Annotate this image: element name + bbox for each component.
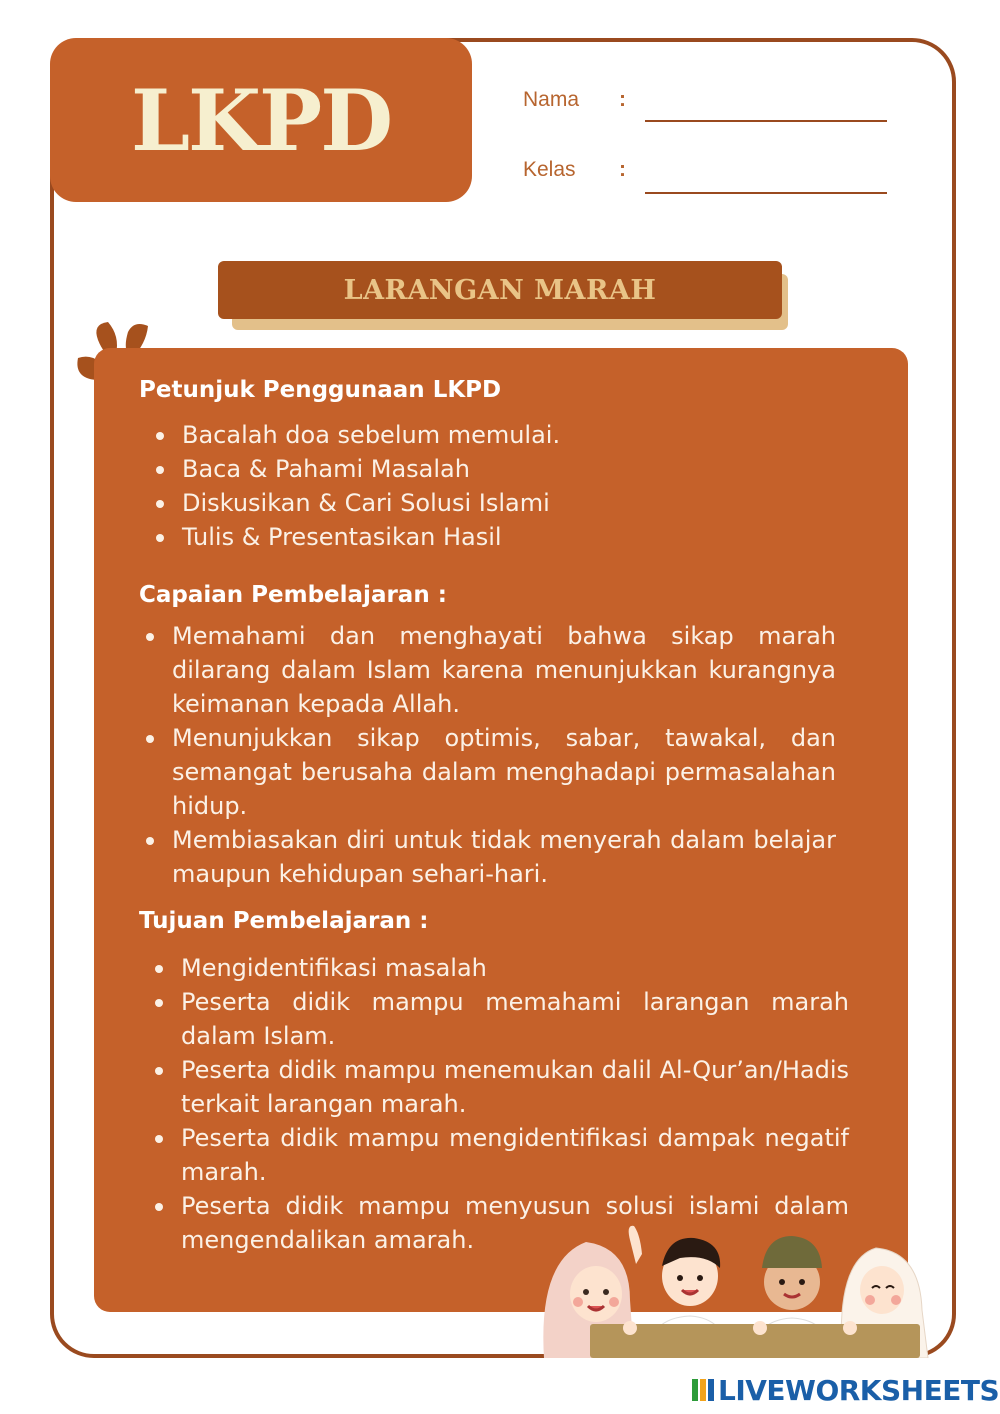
list-item: Peserta didik mampu mengidentifikasi dampak negatif marah.	[155, 1121, 849, 1189]
children-illustration-icon	[530, 1220, 950, 1358]
list-item: Baca & Pahami Masalah	[156, 452, 656, 486]
name-colon: :	[619, 88, 626, 111]
list-item: Peserta didik mampu memahami larangan marah dalam Islam.	[155, 985, 849, 1053]
list-item: Peserta didik mampu menyusun solusi islami dalam mengendalikan amarah.	[155, 1189, 849, 1257]
list-item: Membiasakan diri untuk tidak menyerah dalam belajar maupun kehidupan sehari-hari.	[146, 823, 836, 891]
list-item: Memahami dan menghayati bahwa sikap marah dilarang dalam Islam karena menunjukkan kurangnya keimanan kepada Allah.	[146, 619, 836, 721]
brand-name: LIVEWORKSHEETS	[718, 1373, 1000, 1407]
list-item: Peserta didik mampu menemukan dalil Al-Qur’an/Hadis terkait larangan marah.	[155, 1053, 849, 1121]
title-box	[50, 38, 472, 202]
petunjuk-list	[156, 418, 656, 554]
class-label: Kelas	[523, 158, 576, 181]
list-item: Tulis & Presentasikan Hasil	[156, 520, 656, 554]
capaian-title: Capaian Pembelajaran :	[139, 582, 447, 608]
liveworksheets-logo-icon	[692, 1379, 714, 1401]
petunjuk-title: Petunjuk Penggunaan LKPD	[139, 377, 502, 403]
page-title: LKPD	[130, 70, 392, 170]
capaian-list	[146, 619, 836, 891]
name-label: Nama	[523, 88, 580, 111]
topic-title: LARANGAN MARAH	[343, 274, 657, 306]
tujuan-list	[155, 951, 849, 1257]
list-item: Menunjukkan sikap optimis, sabar, tawakal, dan semangat berusaha dalam menghadapi permasalahan hidup.	[146, 721, 836, 823]
list-item: Bacalah doa sebelum memulai.	[156, 418, 656, 452]
tujuan-title: Tujuan Pembelajaran :	[139, 908, 429, 934]
footer-brand[interactable]	[692, 1372, 999, 1408]
list-item: Mengidentifikasi masalah	[155, 951, 849, 985]
name-input-line[interactable]	[645, 120, 887, 122]
list-item: Diskusikan & Cari Solusi Islami	[156, 486, 656, 520]
class-colon: :	[619, 158, 626, 181]
topic-banner	[218, 261, 782, 319]
class-input-line[interactable]	[645, 192, 887, 194]
